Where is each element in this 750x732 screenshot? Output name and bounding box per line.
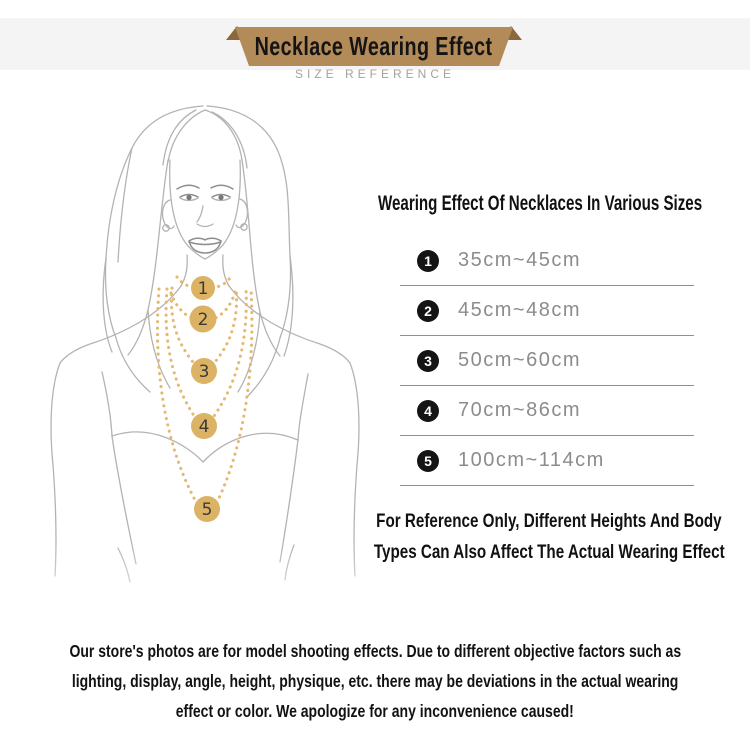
figure-badge-4-number: 4	[198, 417, 210, 437]
size-number-badge: 3	[417, 350, 439, 372]
size-number-badge: 5	[417, 450, 439, 472]
size-range-label: 100cm~114cm	[458, 449, 605, 471]
banner-title-text: Necklace Wearing Effect	[255, 31, 493, 61]
size-number-badge: 2	[417, 300, 439, 322]
size-row-4	[400, 386, 694, 436]
size-row-3	[400, 336, 694, 386]
reference-note	[375, 506, 723, 568]
figure-badge-5-number: 5	[201, 500, 213, 520]
disclaimer-line-1	[0, 636, 750, 666]
disclaimer-line-3	[0, 696, 750, 726]
size-row-5	[400, 436, 694, 486]
reference-note-line-2	[375, 537, 723, 568]
figure-fade-overlay	[20, 540, 380, 640]
model-figure-illustration	[20, 80, 380, 640]
size-range-label: 45cm~48cm	[458, 299, 581, 321]
size-number-badge: 4	[417, 400, 439, 422]
face	[163, 160, 248, 259]
reference-note-text-1: For Reference Only, Different Heights And Body	[376, 510, 722, 532]
size-range-label: 50cm~60cm	[458, 349, 581, 371]
size-range-label: 35cm~45cm	[458, 249, 581, 271]
figure-badge-3-number: 3	[198, 362, 210, 382]
figure-badges	[190, 276, 221, 522]
disclaimer-line-2	[0, 666, 750, 696]
header-band	[0, 18, 750, 81]
panel-title-text: Wearing Effect Of Necklaces In Various Sizes	[377, 192, 703, 215]
size-row-2	[400, 286, 694, 336]
size-table	[400, 236, 694, 486]
figure-badge-2-number: 2	[197, 310, 209, 330]
disclaimer-text-2: lighting, display, angle, height, physique, etc. there may be deviations in the actual wearing	[71, 670, 679, 691]
size-reference-subtitle: SIZE REFERENCE	[294, 67, 455, 81]
size-row-1	[400, 236, 694, 286]
figure-badge-1-number: 1	[197, 279, 209, 299]
reference-note-text-2: Types Can Also Affect The Actual Wearing Effect	[373, 541, 725, 563]
banner-title	[224, 27, 524, 66]
disclaimer-text-1: Our store's photos are for model shooting effects. Due to different objective factors such as	[69, 640, 681, 661]
size-number-badge: 1	[417, 250, 439, 272]
reference-note-line-1	[375, 506, 723, 537]
title-ribbon	[224, 23, 524, 66]
disclaimer-text-3: effect or color. We apologize for any inconvenience caused!	[175, 700, 575, 721]
disclaimer	[0, 636, 750, 726]
size-range-label: 70cm~86cm	[458, 399, 581, 421]
panel-title	[372, 192, 708, 216]
